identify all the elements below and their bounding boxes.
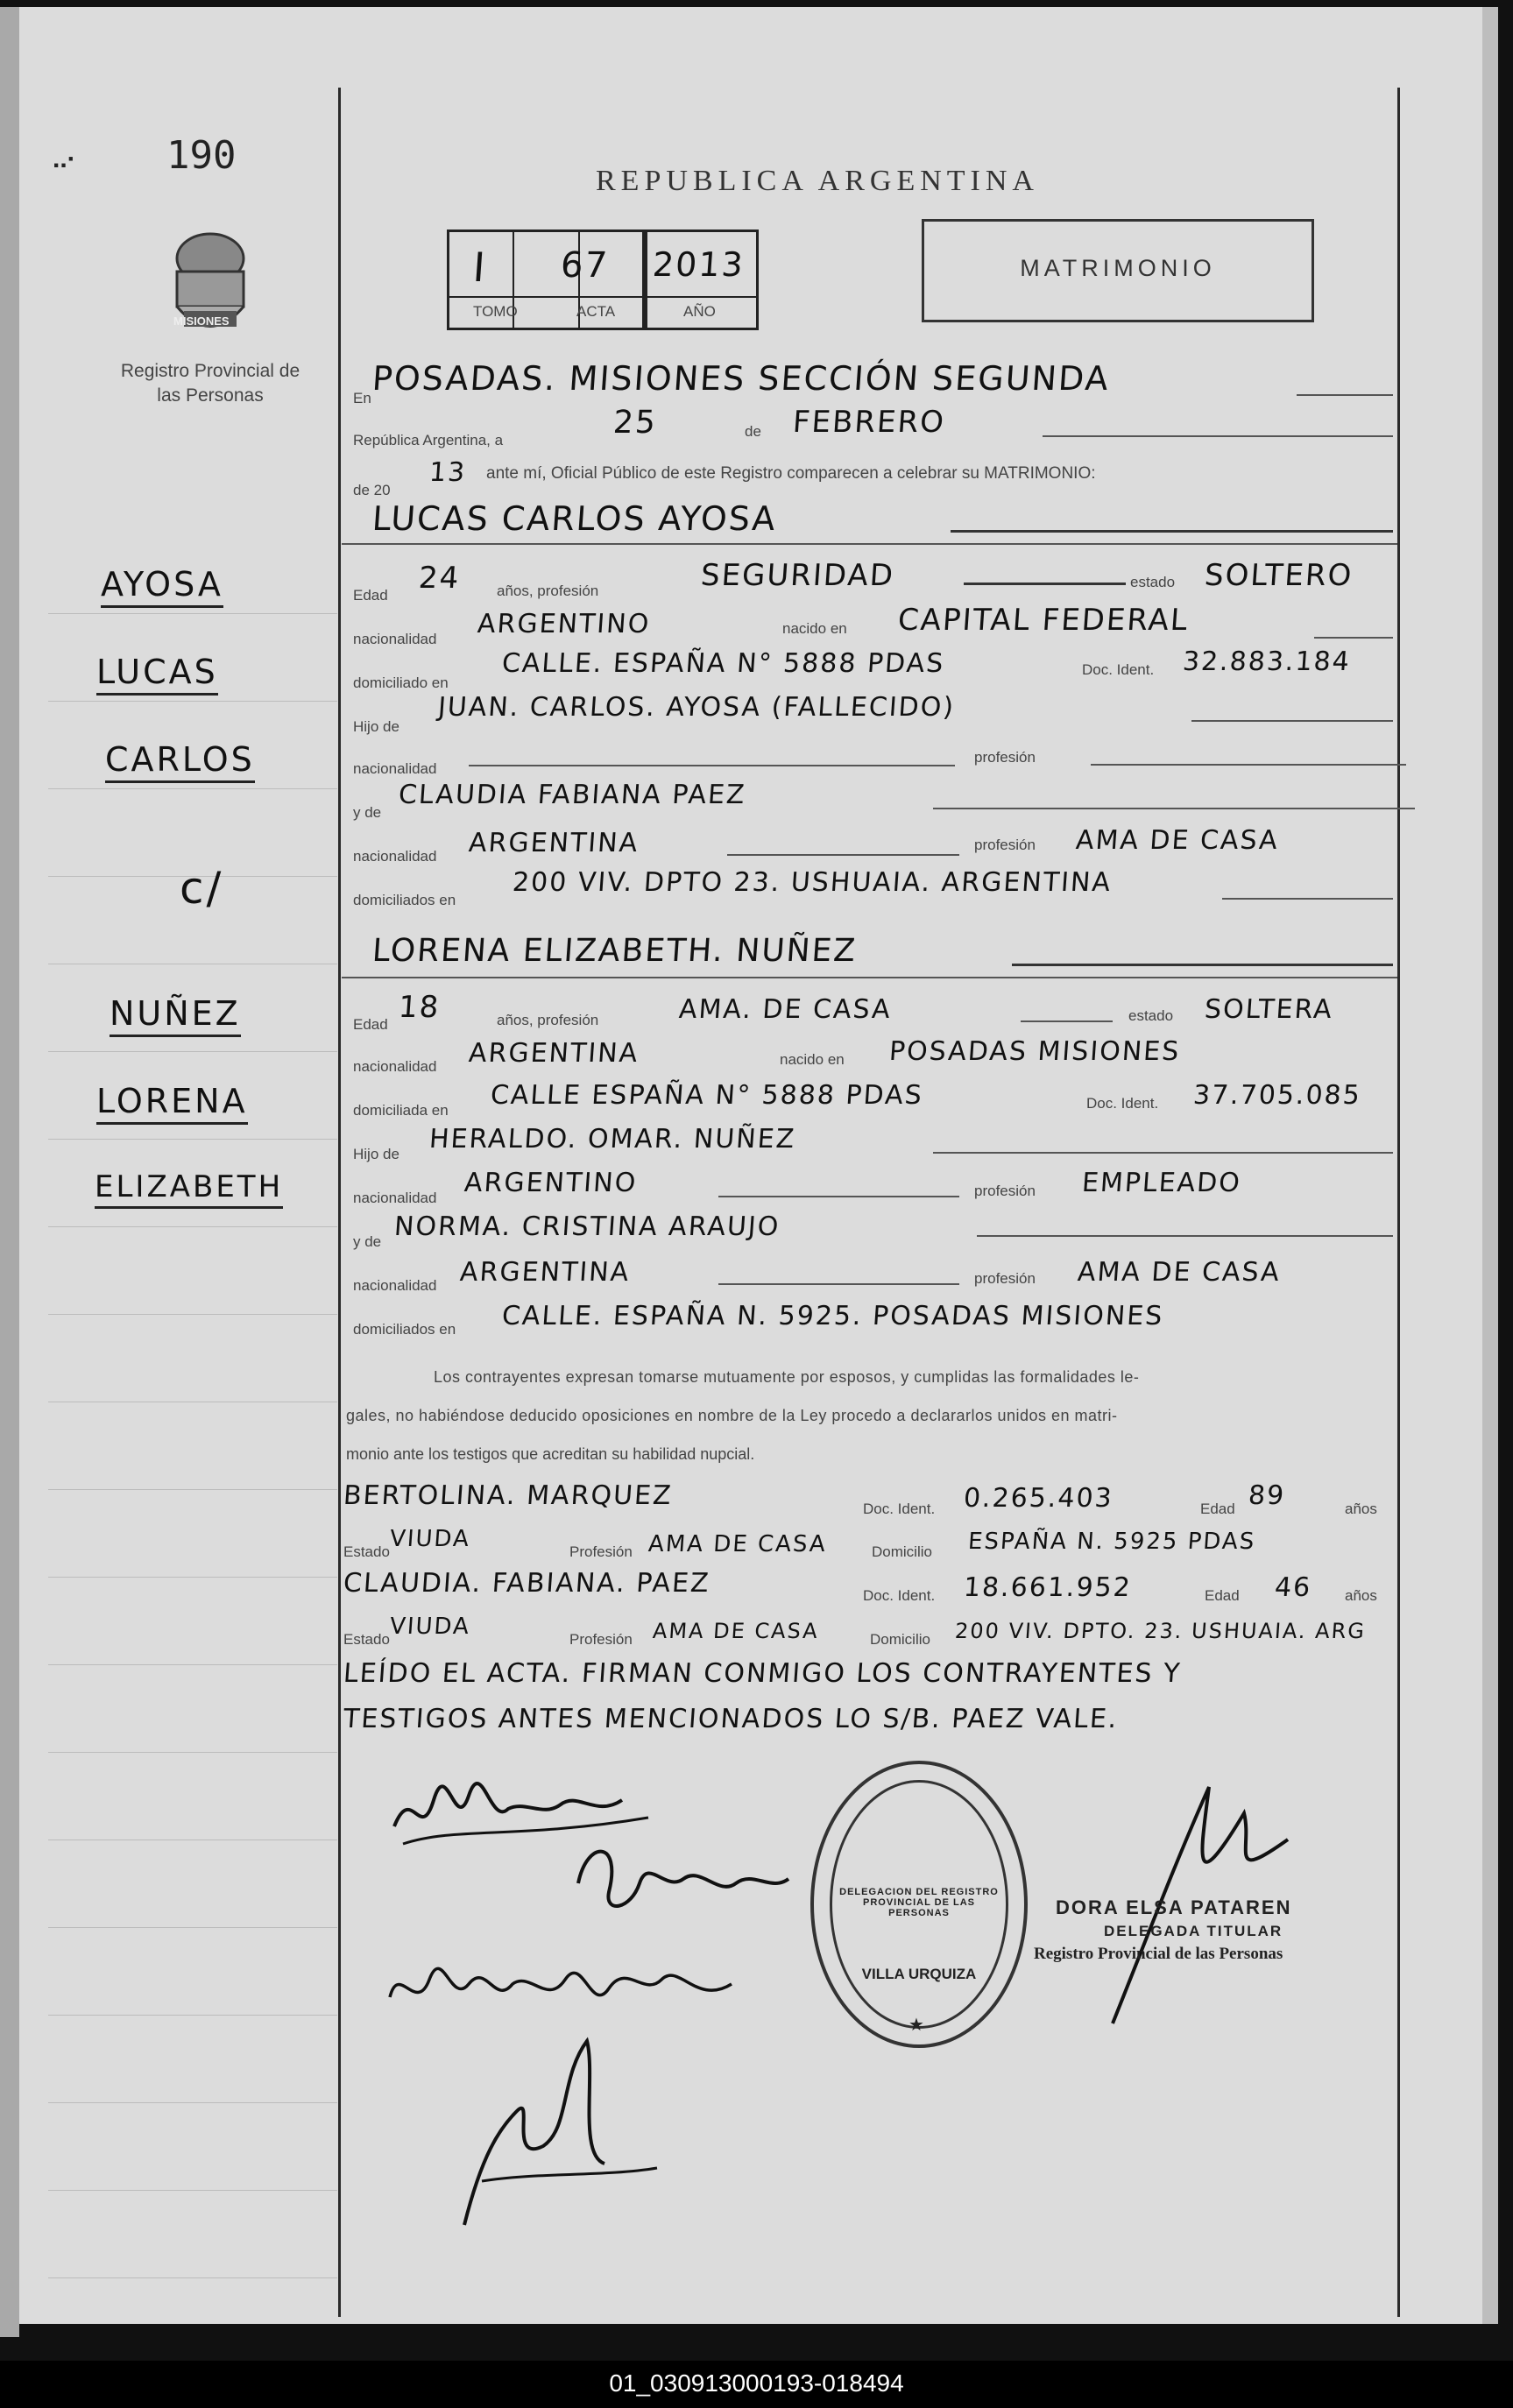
bride-padre-prof: EMPLEADO bbox=[1080, 1168, 1243, 1198]
groom-madre-nac: ARGENTINA bbox=[467, 828, 640, 858]
groom-profesion: SEGURIDAD bbox=[699, 558, 896, 593]
groom-anios-label: años, profesión bbox=[497, 583, 599, 599]
folio-number: 190 bbox=[166, 133, 237, 178]
witness1-estado: VIUDA bbox=[388, 1526, 471, 1552]
year-suffix: 13 bbox=[428, 457, 468, 488]
bride-madre-nac: ARGENTINA bbox=[458, 1257, 632, 1288]
stamp-ring-text: DELEGACION DEL REGISTRO PROVINCIAL DE LAS PERSONAS bbox=[839, 1887, 999, 1918]
statement-line-1: Los contrayentes expresan tomarse mutuamente por esposos, y cumplidas las formalidades le- bbox=[434, 1368, 1140, 1386]
logo-caption: Registro Provincial de las Personas bbox=[120, 361, 300, 406]
tomo-label: TOMO bbox=[473, 303, 518, 320]
image-id: 01_030913000193-018494 bbox=[609, 2369, 904, 2397]
bride-domicilio-label: domiciliada en bbox=[353, 1102, 449, 1119]
bride-nacionalidad-label: nacionalidad bbox=[353, 1058, 437, 1075]
groom-nacido-label: nacido en bbox=[782, 620, 847, 637]
coat-of-arms-icon bbox=[158, 223, 263, 346]
groom-madre-prof-label: profesión bbox=[974, 837, 1036, 853]
margin-bride-surname: NUÑEZ bbox=[110, 994, 241, 1037]
witness1-edad: 89 bbox=[1247, 1480, 1287, 1511]
witness1-doc-label: Doc. Ident. bbox=[863, 1501, 936, 1517]
groom-full-name: LUCAS CARLOS AYOSA bbox=[371, 499, 779, 538]
bride-hijo-label: Hijo de bbox=[353, 1146, 399, 1162]
groom-madre-prof: AMA DE CASA bbox=[1074, 825, 1280, 856]
witness2-edad-label: Edad bbox=[1205, 1587, 1240, 1604]
bride-domicilio: CALLE ESPAÑA N° 5888 PDAS bbox=[489, 1080, 924, 1111]
groom-nacido: CAPITAL FEDERAL bbox=[896, 603, 1191, 638]
groom-nacionalidad: ARGENTINO bbox=[476, 609, 652, 639]
witness2-edad: 46 bbox=[1273, 1572, 1313, 1603]
day-value: 25 bbox=[612, 405, 659, 441]
groom-edad-label: Edad bbox=[353, 587, 388, 604]
groom-edad: 24 bbox=[417, 561, 462, 596]
closing-line-2: TESTIGOS ANTES MENCIONADOS LO S/B. PAEZ VALE. bbox=[342, 1704, 1120, 1734]
witness1-edad-label: Edad bbox=[1200, 1501, 1235, 1517]
witness2-estado: VIUDA bbox=[388, 1614, 471, 1640]
statement-line-3: monio ante los testigos que acreditan su habilidad nupcial. bbox=[346, 1445, 755, 1463]
bride-full-name: LORENA ELIZABETH. NUÑEZ bbox=[371, 933, 859, 969]
bride-nacido: POSADAS MISIONES bbox=[887, 1036, 1182, 1067]
bride-edad: 18 bbox=[397, 990, 442, 1025]
witness1-doc: 0.265.403 bbox=[962, 1483, 1114, 1514]
tomo-value: I bbox=[471, 244, 489, 291]
anio-value: 2013 bbox=[651, 245, 746, 284]
witness1-anios-label: años bbox=[1345, 1501, 1377, 1517]
groom-domiciliados-label: domiciliados en bbox=[353, 892, 456, 908]
groom-padre: JUAN. CARLOS. AYOSA (FALLECIDO) bbox=[436, 692, 957, 723]
act-type-box bbox=[922, 219, 1314, 322]
book-binding bbox=[0, 7, 19, 2337]
bride-estado: SOLTERA bbox=[1203, 994, 1334, 1025]
margin-bride-first-name: LORENA bbox=[96, 1082, 248, 1125]
bride-madre: NORMA. CRISTINA ARAUJO bbox=[392, 1211, 781, 1242]
bride-yde-label: y de bbox=[353, 1233, 382, 1250]
anio-label: AÑO bbox=[683, 303, 716, 320]
groom-estado: SOLTERO bbox=[1203, 558, 1354, 593]
witness1-name: BERTOLINA. MARQUEZ bbox=[342, 1480, 674, 1511]
groom-madre: CLAUDIA FABIANA PAEZ bbox=[397, 780, 747, 810]
groom-domicilio: CALLE. ESPAÑA N° 5888 PDAS bbox=[500, 648, 946, 679]
statement-line-2: gales, no habiéndose deducido oposiciones en nombre de la Ley procedo a declararlos unidos en matri- bbox=[346, 1407, 1118, 1424]
bride-anios-label: años, profesión bbox=[497, 1012, 599, 1028]
bride-doc: 37.705.085 bbox=[1191, 1080, 1363, 1111]
witness1-profesion: AMA DE CASA bbox=[647, 1531, 828, 1557]
bride-madre-nac-label: nacionalidad bbox=[353, 1277, 437, 1294]
registry-stamp bbox=[810, 1761, 1028, 2048]
witness2-profesion-label: Profesión bbox=[569, 1631, 633, 1648]
groom-hijo-label: Hijo de bbox=[353, 718, 399, 735]
republica-label: República Argentina, a bbox=[353, 432, 504, 448]
groom-padre-nac-label: nacionalidad bbox=[353, 760, 437, 777]
bride-padres-domicilio: CALLE. ESPAÑA N. 5925. POSADAS MISIONES bbox=[500, 1301, 1165, 1331]
margin-groom-first-name: LUCAS bbox=[96, 653, 218, 696]
bride-padre: HERALDO. OMAR. NUÑEZ bbox=[428, 1124, 797, 1155]
groom-nacionalidad-label: nacionalidad bbox=[353, 631, 437, 647]
folio-mark: ..· bbox=[53, 145, 76, 173]
bride-padre-prof-label: profesión bbox=[974, 1183, 1036, 1199]
witness2-profesion: AMA DE CASA bbox=[652, 1619, 820, 1643]
star-icon: ★ bbox=[909, 2016, 924, 2035]
official-org: Registro Provincial de las Personas bbox=[1034, 1945, 1283, 1963]
logo-emblem-text: MISIONES bbox=[173, 314, 230, 328]
witness2-doc-label: Doc. Ident. bbox=[863, 1587, 936, 1604]
witness1-profesion-label: Profesión bbox=[569, 1543, 633, 1560]
bride-profesion: AMA. DE CASA bbox=[677, 994, 893, 1025]
witness2-doc: 18.661.952 bbox=[962, 1572, 1134, 1603]
groom-padres-domicilio: 200 VIV. DPTO 23. USHUAIA. ARGENTINA bbox=[511, 867, 1114, 898]
witness1-domicilio-label: Domicilio bbox=[872, 1543, 932, 1560]
bride-estado-label: estado bbox=[1128, 1007, 1174, 1024]
acta-value: 67 bbox=[559, 245, 611, 286]
left-frame-line bbox=[338, 88, 341, 2317]
closing-line-1: LEÍDO EL ACTA. FIRMAN CONMIGO LOS CONTRAYENTES Y bbox=[342, 1658, 1183, 1689]
groom-madre-nac-label: nacionalidad bbox=[353, 848, 437, 865]
stamp-center-text: VILLA URQUIZA bbox=[861, 1966, 977, 1982]
witness2-domicilio: 200 VIV. DPTO. 23. USHUAIA. ARG bbox=[954, 1619, 1367, 1643]
witness2-name: CLAUDIA. FABIANA. PAEZ bbox=[342, 1568, 711, 1599]
witness2-anios-label: años bbox=[1345, 1587, 1377, 1604]
intro-text: ante mí, Oficial Público de este Registro comparecen a celebrar su MATRIMONIO: bbox=[486, 464, 1096, 483]
groom-doc-label: Doc. Ident. bbox=[1082, 661, 1155, 678]
witness2-estado-label: Estado bbox=[343, 1631, 390, 1648]
bride-nacionalidad: ARGENTINA bbox=[467, 1038, 640, 1069]
bride-edad-label: Edad bbox=[353, 1016, 388, 1033]
bride-padre-nac: ARGENTINO bbox=[463, 1168, 639, 1198]
official-name: DORA ELSA PATAREN bbox=[1056, 1896, 1292, 1918]
official-title: DELEGADA TITULAR bbox=[1104, 1923, 1283, 1939]
signature-witness-2 bbox=[429, 2023, 692, 2247]
de-year-label: de 20 bbox=[353, 482, 391, 498]
country-header: REPUBLICA ARGENTINA bbox=[596, 165, 1039, 197]
bride-madre-prof: AMA DE CASA bbox=[1076, 1257, 1282, 1288]
month-value: FEBRERO bbox=[791, 405, 947, 440]
bride-nacido-label: nacido en bbox=[780, 1051, 845, 1068]
acta-label: ACTA bbox=[576, 303, 616, 320]
statement-paragraph bbox=[346, 1358, 1397, 1473]
de-label: de bbox=[745, 423, 761, 440]
bride-madre-prof-label: profesión bbox=[974, 1270, 1036, 1287]
bride-doc-label: Doc. Ident. bbox=[1086, 1095, 1159, 1112]
witness1-domicilio: ESPAÑA N. 5925 PDAS bbox=[966, 1529, 1257, 1555]
right-frame-line bbox=[1397, 88, 1400, 2317]
act-type-label: MATRIMONIO bbox=[1020, 255, 1216, 281]
groom-yde-label: y de bbox=[353, 804, 382, 821]
groom-domicilio-label: domiciliado en bbox=[353, 674, 449, 691]
groom-estado-label: estado bbox=[1130, 574, 1176, 590]
witness2-domicilio-label: Domicilio bbox=[870, 1631, 930, 1648]
margin-bride-second-name: ELIZABETH bbox=[95, 1169, 283, 1209]
en-label: En bbox=[353, 390, 371, 406]
bride-padre-nac-label: nacionalidad bbox=[353, 1190, 437, 1206]
margin-groom-surname: AYOSA bbox=[101, 565, 223, 608]
place-value: POSADAS. MISIONES SECCIÓN SEGUNDA bbox=[371, 359, 1112, 398]
groom-padre-prof-label: profesión bbox=[974, 749, 1036, 766]
witness1-estado-label: Estado bbox=[343, 1543, 390, 1560]
margin-connector: c/ bbox=[180, 863, 224, 914]
signature-bride bbox=[569, 1831, 797, 1931]
margin-groom-second-name: CARLOS bbox=[105, 740, 255, 783]
groom-doc: 32.883.184 bbox=[1181, 646, 1353, 677]
bride-domiciliados-label: domiciliados en bbox=[353, 1321, 456, 1338]
